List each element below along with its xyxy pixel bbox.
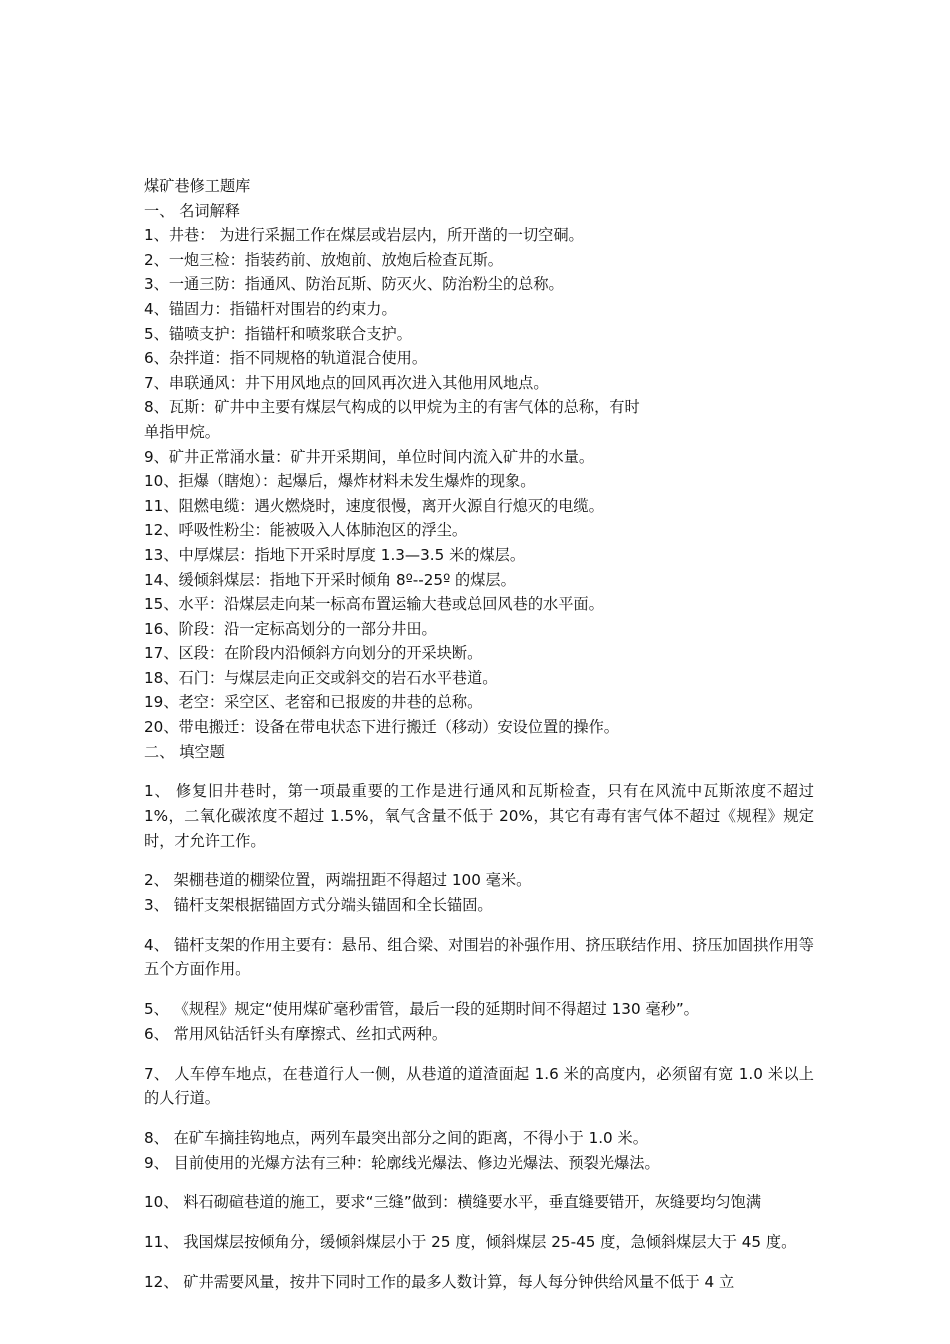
fill-in-item: 11、 我国煤层按倾角分，缓倾斜煤层小于 25 度，倾斜煤层 25-45 度，急倾斜煤层大于 45 度。 [144, 1233, 797, 1252]
fill-in-item: 2、 架棚巷道的棚梁位置，两端扭距不得超过 100 毫米。 [144, 871, 532, 890]
definition-item: 2、一炮三检：指装药前、放炮前、放炮后检查瓦斯。 [144, 250, 503, 269]
fill-in-item: 5、 《规程》规定“使用煤矿毫秒雷管，最后一段的延期时间不得超过 130 毫秒”。 [144, 1000, 699, 1019]
definition-item: 20、带电搬迁：设备在带电状态下进行搬迁（移动）安设位置的操作。 [144, 718, 619, 737]
definition-item: 13、中厚煤层：指地下开采时厚度 1.3—3.5 米的煤层。 [144, 545, 526, 564]
fill-in-item: 12、 矿井需要风量，按井下同时工作的最多人数计算，每人每分钟供给风量不低于 4 立 [144, 1272, 735, 1291]
document-page [144, 174, 814, 1294]
document-title: 煤矿巷修工题库 [144, 177, 251, 195]
definition-item: 18、石门：与煤层走向正交或斜交的岩石水平巷道。 [144, 668, 498, 687]
definition-item: 3、一通三防：指通风、防治瓦斯、防灭火、防治粉尘的总称。 [144, 275, 564, 294]
definition-item: 11、阻燃电缆：遇火燃烧时，速度很慢，离开火源自行熄灭的电缆。 [144, 496, 604, 515]
section-heading-definitions: 一、 名词解释 [144, 201, 240, 220]
fill-in-item: 1、 修复旧井巷时，第一项最重要的工作是进行通风和瓦斯检查，只有在风流中瓦斯浓度不超过 1%，二氧化碳浓度不超过 1.5%，氧气含量不低于 20%，其它有毒有害气体不超过《规程》规定时，才允许工作。 [144, 782, 814, 850]
fill-in-item: 7、 人车停车地点，在巷道行人一侧，从巷道的道渣面起 1.6 米的高度内，必须留有宽 1.0 米以上的人行道。 [144, 1064, 814, 1108]
definition-item: 15、水平：沿煤层走向某一标高布置运输大巷或总回风巷的水平面。 [144, 595, 604, 614]
definition-item: 9、矿井正常涌水量：矿井开采期间，单位时间内流入矿井的水量。 [144, 447, 595, 466]
fill-in-item: 8、 在矿车摘挂钩地点，两列车最突出部分之间的距离，不得小于 1.0 米。 [144, 1128, 648, 1147]
definition-item-continuation: 单指甲烷。 [144, 422, 220, 441]
definition-item: 16、阶段：沿一定标高划分的一部分井田。 [144, 619, 437, 638]
definition-item: 19、老空：采空区、老窑和已报废的井巷的总称。 [144, 693, 483, 712]
definition-item: 14、缓倾斜煤层：指地下开采时倾角 8º--25º 的煤层。 [144, 570, 516, 589]
fill-in-item: 10、 料石砌碹巷道的施工，要求“三缝”做到：横缝要水平，垂直缝要错开，灰缝要均匀饱满 [144, 1193, 762, 1212]
definition-item: 8、瓦斯：矿井中主要有煤层气构成的以甲烷为主的有害气体的总称，有时 [144, 398, 640, 417]
fill-in-item: 3、 锚杆支架根据锚固方式分端头锚固和全长锚固。 [144, 896, 493, 914]
section-heading-fill-in: 二、 填空题 [144, 742, 225, 761]
definition-item: 5、锚喷支护：指锚杆和喷浆联合支护。 [144, 324, 412, 343]
definition-item: 12、呼吸性粉尘：能被吸入人体肺泡区的浮尘。 [144, 521, 468, 540]
fill-in-item: 9、 目前使用的光爆方法有三种：轮廓线光爆法、修边光爆法、预裂光爆法。 [144, 1153, 660, 1172]
fill-in-item: 6、 常用风钻活钎头有摩擦式、丝扣式两种。 [144, 1024, 448, 1043]
definition-item: 10、拒爆（瞎炮）：起爆后，爆炸材料未发生爆炸的现象。 [144, 472, 536, 491]
definition-item: 7、串联通风：井下用风地点的回风再次进入其他用风地点。 [144, 373, 549, 392]
definition-item: 4、锚固力：指锚杆对围岩的约束力。 [144, 299, 397, 318]
definition-item: 17、区段：在阶段内沿倾斜方向划分的开采块断。 [144, 644, 483, 663]
definition-item: 6、杂拌道：指不同规格的轨道混合使用。 [144, 349, 428, 368]
definition-item: 1、井巷： 为进行采掘工作在煤层或岩层内，所开凿的一切空硐。 [144, 226, 584, 245]
fill-in-item: 4、 锚杆支架的作用主要有：悬吊、组合梁、对围岩的补强作用、挤压联结作用、挤压加固拱作用等五个方面作用。 [144, 935, 814, 979]
